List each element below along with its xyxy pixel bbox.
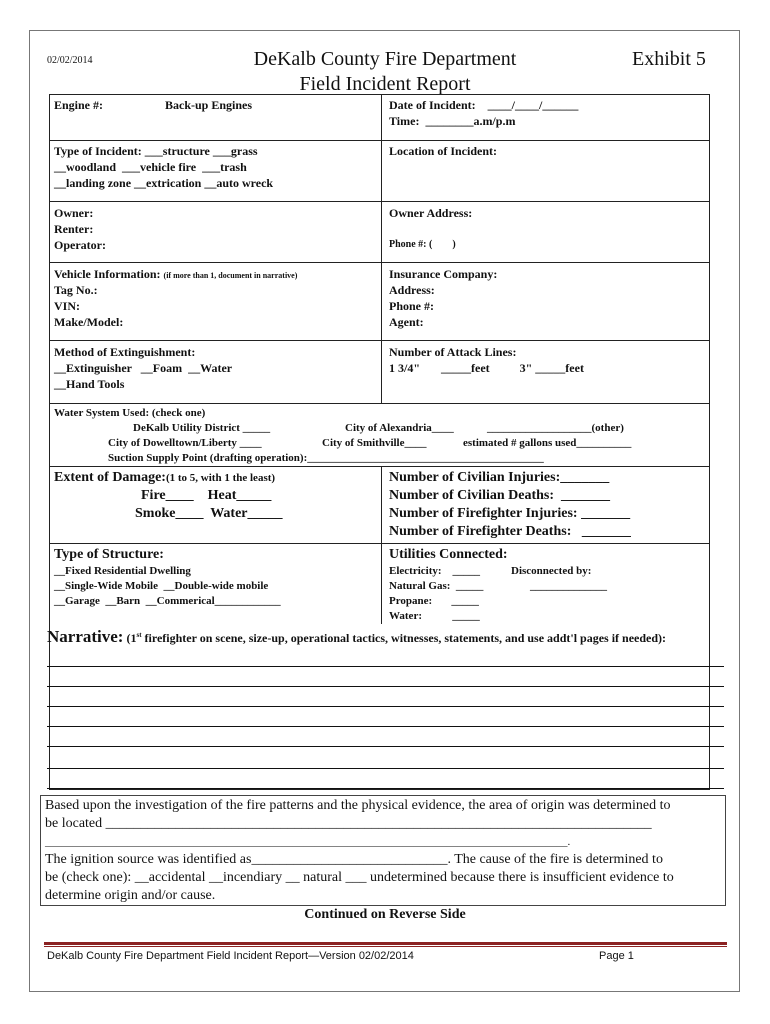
row-divider: [49, 543, 710, 544]
civilian-deaths-field[interactable]: Number of Civilian Deaths: _______: [389, 488, 611, 503]
damage-fire-heat-field[interactable]: Fire____ Heat_____: [141, 488, 272, 503]
tag-no-field[interactable]: Tag No.:: [54, 283, 98, 297]
water-suction-field[interactable]: Suction Supply Point (drafting operation):___________________________________________: [108, 452, 544, 464]
firefighter-deaths-field[interactable]: Number of Firefighter Deaths: _______: [389, 524, 631, 539]
extent-damage-label: [54, 469, 275, 487]
narrative-subtitle-sup: st: [136, 631, 142, 639]
narrative-line[interactable]: [47, 768, 724, 769]
date-of-incident-field[interactable]: Date of Incident: ____/____/______: [389, 98, 579, 112]
row-divider: [49, 201, 710, 202]
engine-value: Back-up Engines: [165, 98, 253, 112]
disconnected-by-field[interactable]: ______________: [530, 580, 607, 592]
vehicle-info-note: (if more than 1, document in narrative): [163, 271, 298, 280]
incident-type-line-2[interactable]: __woodland ___vehicle fire ___trash: [54, 160, 247, 174]
origin-location-field[interactable]: be located ______________________________________________________________________________: [45, 816, 652, 831]
narrative-subtitle-post: firefighter on scene, size-up, operational tactics, witnesses, statements, and use addt'l pages if needed):: [141, 631, 667, 645]
attack-lines-label: Number of Attack Lines:: [389, 345, 517, 359]
origin-location-field-2[interactable]: _______________________________________________________________________________________________.: [45, 836, 571, 848]
utilities-label: Utilities Connected:: [389, 547, 508, 562]
origin-text-line-1: Based upon the investigation of the fire patterns and the physical evidence, the area of origin was determined to: [45, 798, 671, 813]
narrative-title: Narrative:: [47, 627, 124, 646]
water-utility-field[interactable]: Water: _____: [389, 610, 480, 622]
continued-note: Continued on Reverse Side: [304, 907, 466, 922]
renter-field[interactable]: Renter:: [54, 222, 94, 236]
narrative-line[interactable]: [47, 706, 724, 707]
make-model-field[interactable]: Make/Model:: [54, 315, 124, 329]
ignition-source-field[interactable]: The ignition source was identified as____________________________. The cause of the fire is determined to: [45, 852, 663, 867]
vin-field[interactable]: VIN:: [54, 299, 80, 313]
civilian-injuries-field[interactable]: Number of Civilian Injuries:_______: [389, 470, 610, 485]
water-alexandria-option[interactable]: City of Alexandria____: [345, 422, 454, 434]
page-title: DeKalb County Fire Department: [253, 48, 517, 70]
column-divider-lower: [381, 467, 382, 624]
water-smithville-option[interactable]: City of Smithville____: [322, 437, 427, 449]
row-divider: [49, 340, 710, 341]
extent-damage-note: (1 to 5, with 1 the least): [165, 472, 276, 484]
footer-rule-thin: [44, 946, 727, 947]
owner-phone-field[interactable]: Phone #: ( ): [389, 239, 456, 250]
extent-damage-text: Extent of Damage:: [54, 470, 166, 485]
natural-gas-field[interactable]: Natural Gas: _____: [389, 580, 484, 592]
owner-address-field[interactable]: Owner Address:: [389, 206, 473, 220]
damage-smoke-water-field[interactable]: Smoke____ Water_____: [135, 506, 283, 521]
disconnected-by-label: Disconnected by:: [511, 565, 592, 577]
footer-rule: [44, 942, 727, 945]
narrative-heading: [47, 627, 666, 647]
insurance-agent-field[interactable]: Agent:: [389, 315, 424, 329]
attack-lines-field[interactable]: 1 3/4" _____feet 3" _____feet: [389, 361, 584, 375]
origin-text-line-6: determine origin and/or cause.: [45, 888, 216, 903]
row-divider: [49, 466, 710, 467]
row-divider: [49, 262, 710, 263]
structure-option-3[interactable]: __Garage __Barn __Commerical____________: [54, 595, 281, 607]
row-divider: [49, 140, 710, 141]
insurance-phone-field[interactable]: Phone #:: [389, 299, 434, 313]
narrative-line[interactable]: [47, 726, 724, 727]
incident-type-line-1[interactable]: Type of Incident: ___structure ___grass: [54, 144, 258, 158]
narrative-line[interactable]: [47, 746, 724, 747]
electricity-field[interactable]: Electricity: _____: [389, 565, 481, 577]
operator-field[interactable]: Operator:: [54, 238, 106, 252]
narrative-line[interactable]: [47, 686, 724, 687]
structure-option-2[interactable]: __Single-Wide Mobile __Double-wide mobile: [54, 580, 269, 592]
incident-type-line-3[interactable]: __landing zone __extrication __auto wreck: [54, 176, 274, 190]
footer-text: DeKalb County Fire Department Field Incident Report—Version 02/02/2014: [47, 950, 414, 962]
page-number: Page 1: [599, 950, 634, 962]
structure-type-label: Type of Structure:: [54, 547, 164, 562]
method-extinguishment-hand-tools[interactable]: __Hand Tools: [54, 377, 125, 391]
narrative-subtitle-pre: (1: [123, 631, 137, 645]
method-extinguishment-options[interactable]: __Extinguisher __Foam __Water: [54, 361, 233, 375]
header-date: 02/02/2014: [47, 55, 93, 66]
owner-field[interactable]: Owner:: [54, 206, 94, 220]
water-dowelltown-option[interactable]: City of Dowelltown/Liberty ____: [108, 437, 262, 449]
water-gallons-field[interactable]: estimated # gallons used__________: [463, 437, 632, 449]
insurance-address-field[interactable]: Address:: [389, 283, 435, 297]
water-other-option[interactable]: ___________________(other): [487, 422, 624, 434]
location-field[interactable]: Location of Incident:: [389, 144, 497, 158]
firefighter-injuries-field[interactable]: Number of Firefighter Injuries: _______: [389, 506, 631, 521]
narrative-line[interactable]: [47, 666, 724, 667]
page-subtitle: Field Incident Report: [299, 73, 471, 95]
structure-option-1[interactable]: __Fixed Residential Dwelling: [54, 565, 191, 577]
row-divider: [49, 403, 710, 404]
time-field[interactable]: Time: ________a.m/p.m: [389, 114, 516, 128]
exhibit-label: Exhibit 5: [632, 48, 706, 70]
vehicle-info-text: Vehicle Information:: [54, 267, 161, 281]
method-extinguishment-label: Method of Extinguishment:: [54, 345, 196, 359]
propane-field[interactable]: Propane: _____: [389, 595, 479, 607]
narrative-subtitle: [123, 631, 666, 645]
narrative-line[interactable]: [47, 788, 724, 789]
engine-label: Engine #:: [54, 98, 104, 112]
water-system-label: Water System Used: (check one): [54, 407, 206, 419]
fire-cause-options[interactable]: be (check one): __accidental __incendiary __ natural ___ undetermined because there is insufficient evidence to: [45, 870, 674, 885]
insurance-company-field[interactable]: Insurance Company:: [389, 267, 498, 281]
water-dekalb-option[interactable]: DeKalb Utility District _____: [133, 422, 271, 434]
